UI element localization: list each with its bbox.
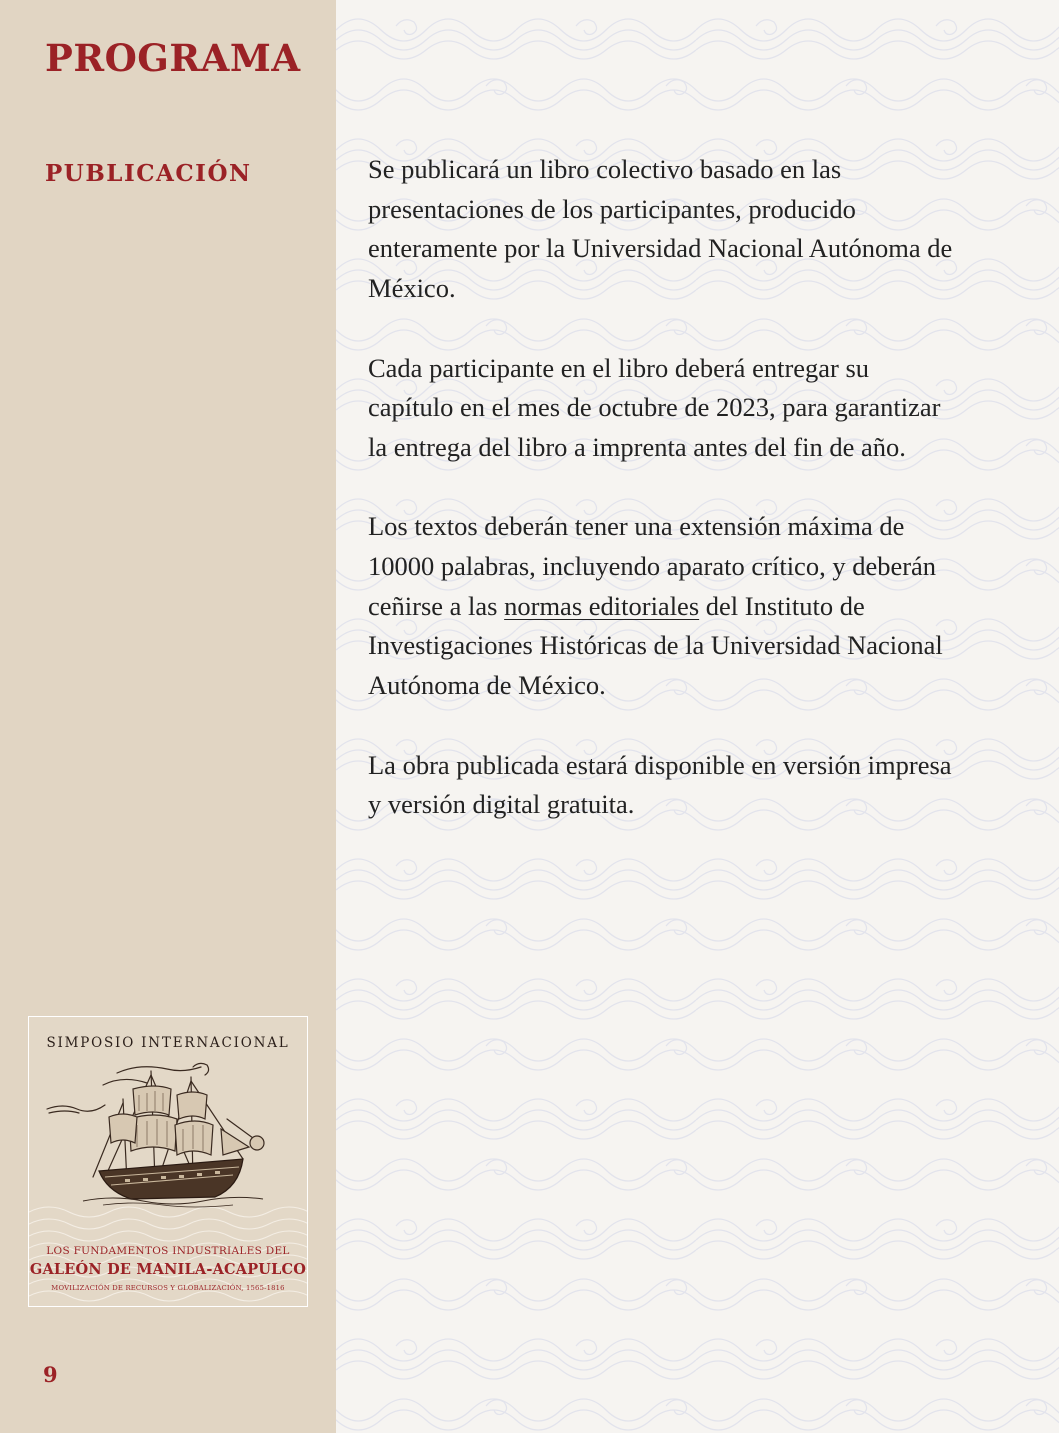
cover-subtitle: LOS FUNDAMENTOS INDUSTRIALES DEL	[46, 1245, 290, 1257]
cover-heading: SIMPOSIO INTERNACIONAL	[46, 1035, 290, 1051]
main-content-area	[336, 0, 1059, 1433]
page-number: 9	[43, 1362, 58, 1387]
paragraph: Cada participante en el libro deberá entregar su capítulo en el mes de octubre de 2023, para garantizar la entrega del libro a imprenta antes del fin de año.	[368, 352, 941, 462]
editorial-norms-link[interactable]: normas editoriales	[504, 590, 700, 621]
symposium-cover	[28, 1016, 308, 1307]
section-label: PUBLICACIÓN	[45, 160, 252, 187]
paragraph-text: Los textos deberán tener una extensión máxima de 10000 palabras, incluyendo aparato crítico, y deberán ceñirse a las	[368, 511, 937, 621]
page-title: PROGRAMA	[45, 36, 301, 80]
sidebar	[0, 0, 336, 1433]
paragraph: La obra publicada estará disponible en versión impresa y versión digital gratuita.	[368, 749, 952, 820]
cover-tagline: MOVILIZACIÓN DE RECURSOS Y GLOBALIZACIÓN, 1565-1816	[51, 1284, 285, 1292]
paragraph	[368, 507, 958, 706]
publication-text	[368, 150, 958, 865]
galleon-ship-icon	[43, 1059, 293, 1209]
cover-title: GALEÓN DE MANILA-ACAPULCO	[29, 1261, 307, 1278]
paragraph-text: del Instituto de Investigaciones Históricas de la Universidad Nacional Autónoma de México.	[368, 590, 943, 701]
paragraph: Se publicará un libro colectivo basado en las presentaciones de los participantes, producido enteramente por la Universidad Nacional Autónoma de México.	[368, 154, 953, 304]
